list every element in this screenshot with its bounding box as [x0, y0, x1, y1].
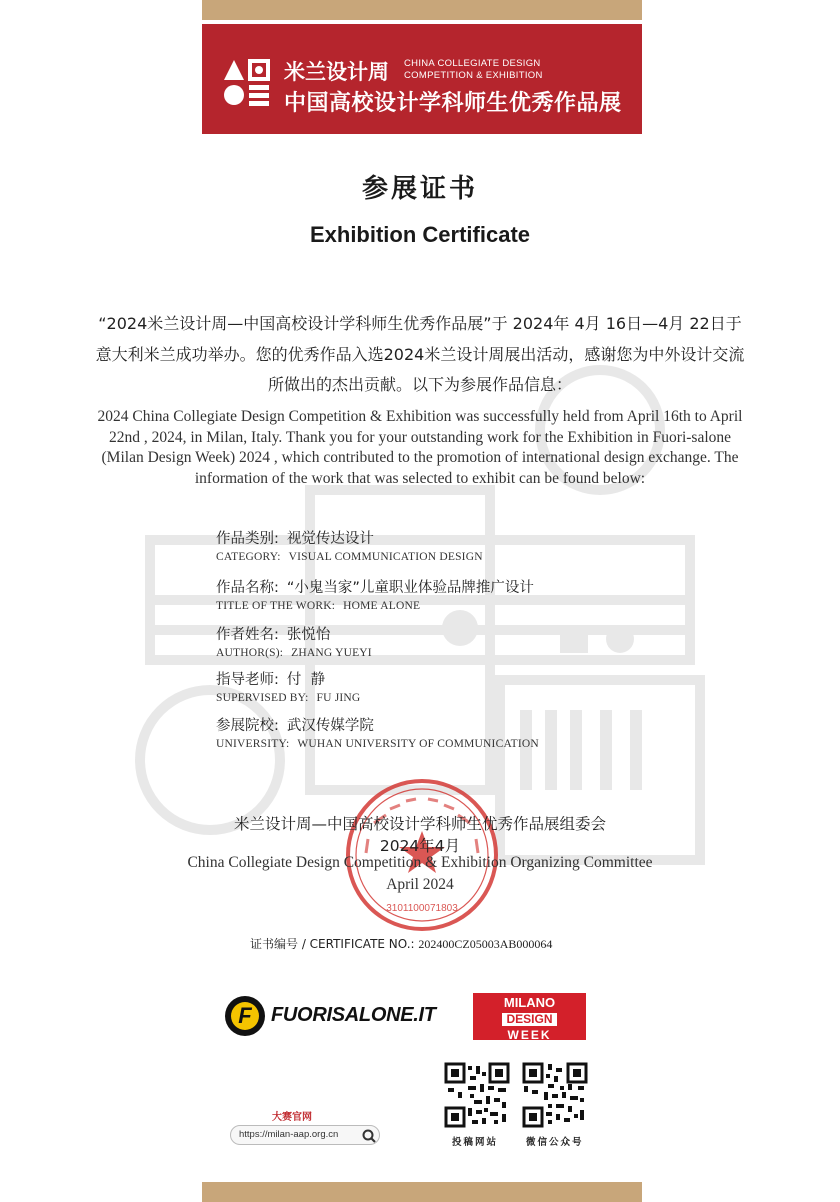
work-title-value-en: HOME ALONE: [343, 600, 421, 612]
seal-number-text: 3101100071803: [386, 903, 458, 914]
mdw-line2: DESIGN: [502, 1013, 556, 1026]
fuorisalone-f-icon: [225, 996, 265, 1036]
work-title-label-en: TITLE OF THE WORK:: [216, 600, 336, 612]
supervisor-value-cn: 付 静: [286, 672, 326, 688]
info-category: [216, 527, 736, 563]
info-author: [216, 623, 736, 659]
work-title-label-cn: 作品名称:: [216, 580, 279, 596]
official-site-url[interactable]: https://milan-aap.org.cn: [239, 1129, 339, 1140]
banner-en-line2: COMPETITION & EXHIBITION: [404, 70, 543, 81]
banner-cn-title: 米兰设计周: [284, 60, 389, 84]
certificate-title-en: Exhibition Certificate: [309, 222, 531, 247]
author-value-cn: 张悦怡: [286, 627, 331, 643]
submission-site-qr-code: [444, 1062, 510, 1128]
certificate-number-label: 证书编号 / CERTIFICATE NO.:: [250, 937, 415, 951]
category-value-cn: 视觉传达设计: [286, 531, 374, 547]
fuorisalone-logo-text: FUORISALONE.IT: [271, 1004, 436, 1026]
university-value-cn: 武汉传媒学院: [286, 718, 374, 734]
banner-en-subtitle: [404, 58, 543, 82]
official-site-url-box[interactable]: [230, 1125, 380, 1145]
search-icon[interactable]: [361, 1128, 377, 1144]
work-title-value-cn: “小鬼当家”儿童职业体验品牌推广设计: [286, 580, 534, 596]
category-label-cn: 作品类别:: [216, 531, 279, 547]
author-label-cn: 作者姓名:: [216, 627, 279, 643]
mdw-line1: MILANO: [503, 995, 556, 1010]
category-label-en: CATEGORY:: [216, 551, 281, 563]
info-work-title: [216, 576, 736, 612]
supervisor-value-en: FU JING: [316, 692, 361, 704]
organizer-date-en: April 2024: [386, 876, 454, 893]
author-value-en: ZHANG YUEYI: [291, 647, 372, 659]
info-university: [216, 714, 736, 750]
wechat-account-caption: 微信公众号: [526, 1137, 584, 1148]
official-site-label: 大赛官网: [272, 1112, 312, 1123]
bottom-decor-bar: [202, 1182, 642, 1202]
category-value-en: VISUAL COMMUNICATION DESIGN: [288, 551, 483, 563]
certificate-number-line: [250, 935, 552, 952]
supervisor-label-en: SUPERVISED BY:: [216, 692, 309, 704]
certificate-number-value: 202400CZ05003AB000064: [418, 937, 553, 951]
author-label-en: AUTHOR(S):: [216, 647, 284, 659]
fuorisalone-f-letter: F: [231, 1002, 259, 1030]
university-value-en: WUHAN UNIVERSITY OF COMMUNICATION: [297, 738, 539, 750]
banner-cn-main: 中国高校设计学科师生优秀作品展: [284, 91, 622, 116]
banner-en-line1: CHINA COLLEGIATE DESIGN: [404, 58, 541, 69]
organizer-cn: 米兰设计周—中国高校设计学科师生优秀作品展组委会: [233, 815, 606, 833]
fuorisalone-logo: [225, 994, 455, 1038]
submission-site-caption: 投稿网站: [452, 1137, 499, 1148]
supervisor-label-cn: 指导老师:: [216, 672, 279, 688]
university-label-en: UNIVERSITY:: [216, 738, 290, 750]
milano-design-week-logo: [473, 993, 586, 1040]
info-supervisor: [216, 668, 736, 704]
exhibition-logo-icon: [222, 58, 272, 108]
organizer-date-cn: 2024年4月: [379, 837, 461, 855]
university-label-cn: 参展院校:: [216, 718, 279, 734]
intro-paragraph-cn: “2024米兰设计周—中国高校设计学科师生优秀作品展”于 2024年 4月 16日—4月 22日于意大利米兰成功举办。您的优秀作品入选2024米兰设计周展出活动，感谢您为中外设计交流所做出的杰出贡献。以下为参展作品信息：: [95, 314, 745, 394]
top-decor-bar: [202, 0, 642, 20]
organizer-en: China Collegiate Design Competition & Exhibition Organizing Committee: [187, 854, 653, 871]
wechat-account-qr-code: [522, 1062, 588, 1128]
certificate-title-cn: 参展证书: [361, 174, 478, 204]
header-banner: [202, 24, 642, 134]
mdw-line3: WEEK: [507, 1028, 552, 1042]
intro-paragraph-en: 2024 China Collegiate Design Competition & Exhibition was successfully held from April 16th to April 22nd , 2024, in Milan, Italy. Thank you for your outstanding work for the Exhibition in Fuori-salone (Milan Design Week) 2024 , which contributed to the promotion of international design exchange. The information of the work that was selected to exhibit can be found below:: [97, 408, 743, 487]
